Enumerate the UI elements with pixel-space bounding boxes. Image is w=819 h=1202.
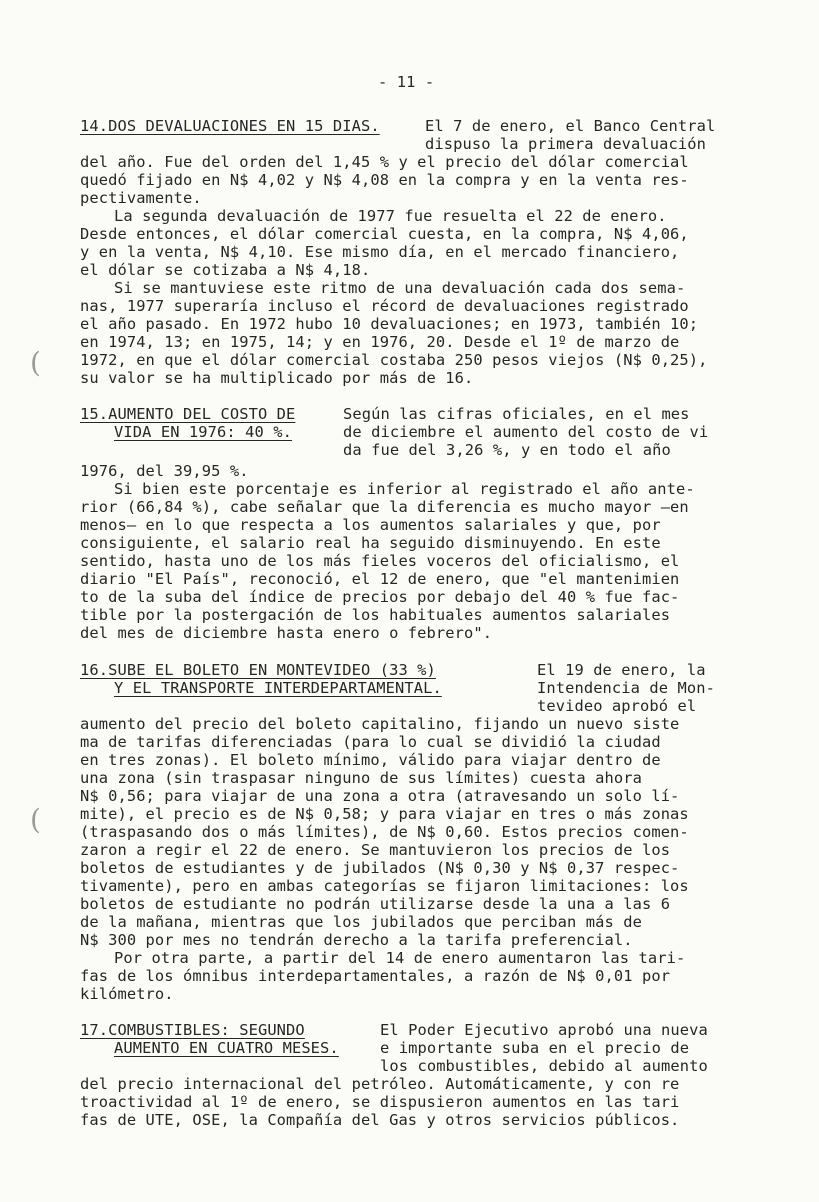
text-line: (traspasando dos o más límites), de N$ 0,60. Estos precios comen- bbox=[80, 823, 689, 841]
text-line: Si se mantuviese este ritmo de una devaluación cada dos sema- bbox=[114, 279, 686, 297]
section-17-heading-cont: AUMENTO EN CUATRO MESES. bbox=[114, 1039, 339, 1057]
text-line: quedó fijado en N$ 4,02 y N$ 4,08 en la compra y en la venta res- bbox=[80, 171, 689, 189]
text-line: los combustibles, debido al aumento bbox=[380, 1057, 708, 1075]
text-line: kilómetro. bbox=[80, 985, 174, 1003]
text-line: La segunda devaluación de 1977 fue resuelta el 22 de enero. bbox=[114, 207, 667, 225]
text-line: ma de tarifas diferenciadas (para lo cual se dividió la ciudad bbox=[80, 733, 661, 751]
binder-hole-mark: ( bbox=[30, 346, 41, 379]
text-line: del precio internacional del petróleo. Automáticamente, y con re bbox=[80, 1075, 680, 1093]
text-line: aumento del precio del boleto capitalino, fijando un nuevo siste bbox=[80, 715, 680, 733]
text-line: troactividad al 1º de enero, se dispusieron aumentos en las tari bbox=[80, 1093, 680, 1111]
text-line: mite), el precio es de N$ 0,58; y para viajar en tres o más zonas bbox=[80, 805, 689, 823]
text-line: tible por la postergación de los habituales aumentos salariales bbox=[80, 606, 671, 624]
text-line: en 1974, 13; en 1975, 14; y en 1976, 20. Desde el 1º de marzo de bbox=[80, 333, 680, 351]
text-line: El 7 de enero, el Banco Central bbox=[425, 117, 716, 135]
binder-hole-mark: ( bbox=[30, 803, 41, 836]
text-line: to de la suba del índice de precios por debajo del 40 % fue fac- bbox=[80, 588, 680, 606]
text-line: fas de los ómnibus interdepartamentales, a razón de N$ 0,01 por bbox=[80, 967, 671, 985]
text-line: su valor se ha multiplicado por más de 16. bbox=[80, 369, 474, 387]
text-line: de diciembre el aumento del costo de vi bbox=[343, 423, 709, 441]
text-line: 1972, en que el dólar comercial costaba 250 pesos viejos (N$ 0,25), bbox=[80, 351, 708, 369]
text-line: y en la venta, N$ 4,10. Ese mismo día, en el mercado financiero, bbox=[80, 243, 680, 261]
text-line: consiguiente, el salario real ha seguido disminuyendo. En este bbox=[80, 534, 661, 552]
section-16-heading-cont: Y EL TRANSPORTE INTERDEPARTAMENTAL. bbox=[114, 679, 442, 697]
text-line: de la mañana, mientras que los jubilados que perciban más de bbox=[80, 913, 642, 931]
text-line: fas de UTE, OSE, la Compañía del Gas y otros servicios públicos. bbox=[80, 1111, 680, 1129]
section-15-heading-cont: VIDA EN 1976: 40 %. bbox=[114, 423, 292, 441]
text-line: boletos de estudiante no podrán utilizarse desde la una a las 6 bbox=[80, 895, 671, 913]
text-line: rior (66,84 %), cabe señalar que la diferencia es mucho mayor —en bbox=[80, 498, 689, 516]
text-line: Según las cifras oficiales, en el mes bbox=[343, 405, 690, 423]
text-line: el año pasado. En 1972 hubo 10 devaluaciones; en 1973, también 10; bbox=[80, 315, 699, 333]
text-line: dispuso la primera devaluación bbox=[425, 135, 706, 153]
text-line: pectivamente. bbox=[80, 189, 202, 207]
text-line: zaron a regir el 22 de enero. Se mantuvieron los precios de los bbox=[80, 841, 671, 859]
text-line: Si bien este porcentaje es inferior al registrado el año ante- bbox=[114, 480, 695, 498]
text-line: N$ 0,56; para viajar de una zona a otra (atravesando un solo lí- bbox=[80, 787, 680, 805]
text-line: boletos de estudiantes y de jubilados (N$ 0,30 y N$ 0,37 respec- bbox=[80, 859, 680, 877]
text-line: Intendencia de Mon- bbox=[537, 679, 715, 697]
text-line: del año. Fue del orden del 1,45 % y el precio del dólar comercial bbox=[80, 153, 689, 171]
text-line: Desde entonces, el dólar comercial cuesta, en la compra, N$ 4,06, bbox=[80, 225, 689, 243]
text-line: tivamente), pero en ambas categorías se fijaron limitaciones: los bbox=[80, 877, 689, 895]
section-15-heading: 15.AUMENTO DEL COSTO DE bbox=[80, 405, 296, 423]
text-line: El Poder Ejecutivo aprobó una nueva bbox=[380, 1021, 708, 1039]
text-line: el dólar se cotizaba a N$ 4,18. bbox=[80, 261, 371, 279]
text-line: N$ 300 por mes no tendrán derecho a la tarifa preferencial. bbox=[80, 931, 633, 949]
text-line: 1976, del 39,95 %. bbox=[80, 462, 249, 480]
section-14-heading: 14.DOS DEVALUACIONES EN 15 DIAS. bbox=[80, 117, 380, 135]
text-line: una zona (sin traspasar ninguno de sus límites) cuesta ahora bbox=[80, 769, 642, 787]
text-line: da fue del 3,26 %, y en todo el año bbox=[343, 441, 671, 459]
text-line: del mes de diciembre hasta enero o febrero". bbox=[80, 624, 493, 642]
text-line: diario "El País", reconoció, el 12 de enero, que "el mantenimien bbox=[80, 570, 680, 588]
text-line: Por otra parte, a partir del 14 de enero aumentaron las tari- bbox=[114, 949, 686, 967]
text-line: e importante suba en el precio de bbox=[380, 1039, 690, 1057]
text-line: sentido, hasta uno de los más fieles voceros del oficialismo, el bbox=[80, 552, 680, 570]
text-line: El 19 de enero, la bbox=[537, 661, 706, 679]
text-line: en tres zonas). El boleto mínimo, válido para viajar dentro de bbox=[80, 751, 661, 769]
section-16-heading: 16.SUBE EL BOLETO EN MONTEVIDEO (33 %) bbox=[80, 661, 436, 679]
page-number: - 11 - bbox=[378, 73, 435, 91]
text-line: menos— en lo que respecta a los aumentos salariales y que, por bbox=[80, 516, 661, 534]
text-line: tevideo aprobó el bbox=[537, 697, 697, 715]
text-line: nas, 1977 superaría incluso el récord de devaluaciones registrado bbox=[80, 297, 689, 315]
section-17-heading: 17.COMBUSTIBLES: SEGUNDO bbox=[80, 1021, 305, 1039]
